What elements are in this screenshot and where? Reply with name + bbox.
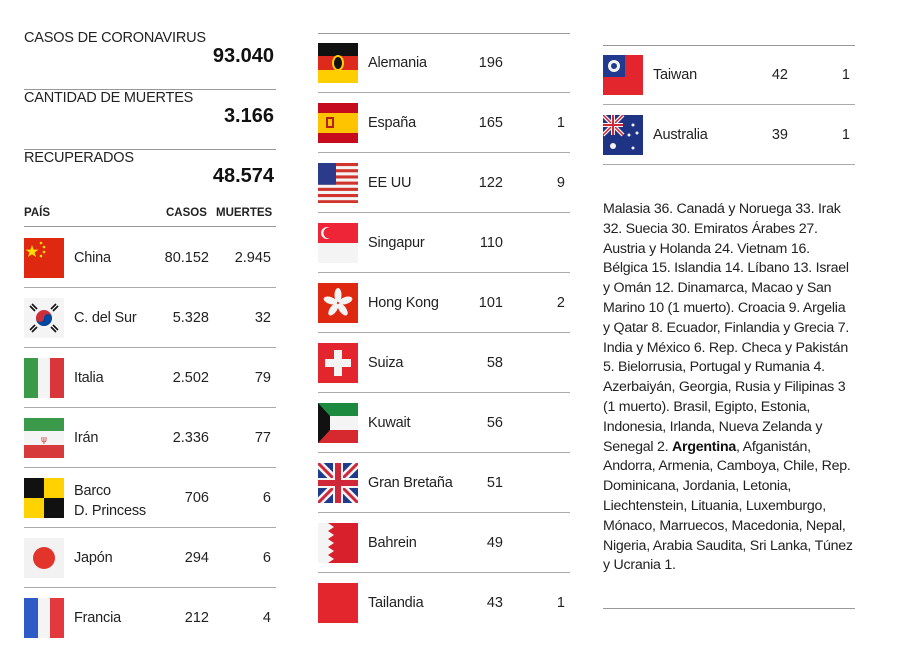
deaths-value: 1 bbox=[841, 127, 850, 143]
cases-value: 56 bbox=[486, 415, 503, 431]
table-header bbox=[24, 207, 276, 227]
usa-flag-icon bbox=[318, 163, 358, 203]
australia-flag-icon bbox=[603, 115, 643, 155]
cases-value: 58 bbox=[486, 355, 503, 371]
cases-value: 2.502 bbox=[172, 370, 209, 386]
table-row bbox=[318, 93, 570, 153]
deaths-value: 1 bbox=[556, 595, 565, 611]
deaths-value: 4 bbox=[262, 610, 271, 626]
header-country: PAÍS bbox=[24, 207, 50, 219]
table-row bbox=[318, 393, 570, 453]
japan-flag-icon bbox=[24, 538, 64, 578]
uk-flag-icon bbox=[318, 463, 358, 503]
total-deaths-label: CANTIDAD DE MUERTES bbox=[24, 90, 194, 106]
country-name: Taiwan bbox=[653, 67, 697, 83]
deaths-value: 1 bbox=[841, 67, 850, 83]
country-name: Hong Kong bbox=[368, 295, 439, 311]
italy-flag-icon bbox=[24, 358, 64, 398]
germany-flag-icon bbox=[318, 43, 358, 83]
country-name bbox=[74, 481, 146, 521]
country-name: Bahrein bbox=[368, 535, 417, 551]
total-cases-label: CASOS DE CORONAVIRUS bbox=[24, 30, 206, 46]
country-name: España bbox=[368, 115, 416, 131]
cases-value: 706 bbox=[184, 490, 209, 506]
iran-flag-icon bbox=[24, 418, 64, 458]
svg-text:ψ: ψ bbox=[41, 435, 47, 445]
country-name: Singapur bbox=[368, 235, 425, 251]
country-name: Japón bbox=[74, 550, 113, 566]
other-countries-part1: Malasia 36. Canadá y Noruega 33. Irak 32. Suecia 30. Emiratos Árabes 27. Austria y Holanda 24. Vietnam 16. Bélgica 15. Islandia 14. Líbano 13. Israel y Omán 12. Dinamarca, Macao y San Marino 10 (1 muerto). Croacia 9. Argelia y Qatar 8. Ecuador, Finlandia y Grecia 7. India y México 6. Rep. Checa y Pakistán 5. Bielorrusia, Portugal y Rumania 4. Azerbaiyán, Georgia, Rusia y Filipinas 3 (1 muerto). Brasil, Egipto, Estonia, Indonesia, Irlanda, Nueva Zelanda y Senegal 2. bbox=[603, 201, 850, 455]
country-name: Italia bbox=[74, 370, 104, 386]
recovered-block bbox=[24, 150, 276, 190]
table-row bbox=[24, 288, 276, 348]
deaths-value: 2 bbox=[556, 295, 565, 311]
cases-value: 43 bbox=[486, 595, 503, 611]
cases-value: 5.328 bbox=[172, 310, 209, 326]
cases-value: 101 bbox=[478, 295, 503, 311]
argentina-highlight: Argentina bbox=[672, 438, 737, 455]
table-row bbox=[318, 453, 570, 513]
country-name: Kuwait bbox=[368, 415, 411, 431]
country-name: C. del Sur bbox=[74, 310, 137, 326]
deaths-value: 77 bbox=[254, 430, 271, 446]
table-row bbox=[318, 153, 570, 213]
bottom-divider bbox=[603, 608, 855, 609]
table-row bbox=[24, 528, 276, 588]
recovered-label: RECUPERADOS bbox=[24, 150, 134, 166]
deaths-value: 79 bbox=[254, 370, 271, 386]
table-row bbox=[318, 333, 570, 393]
country-name: Alemania bbox=[368, 55, 427, 71]
kuwait-flag-icon bbox=[318, 403, 358, 443]
deaths-value: 6 bbox=[262, 550, 271, 566]
cases-value: 110 bbox=[479, 235, 503, 251]
deaths-value: 2.945 bbox=[234, 250, 271, 266]
table-row bbox=[318, 213, 570, 273]
total-deaths-value: 3.166 bbox=[223, 105, 274, 127]
country-name: Tailandia bbox=[368, 595, 424, 611]
country-name-line2: D. Princess bbox=[74, 503, 146, 519]
deaths-value: 6 bbox=[262, 490, 271, 506]
cases-value: 2.336 bbox=[172, 430, 209, 446]
other-countries-text bbox=[603, 200, 855, 576]
country-name: Gran Bretaña bbox=[368, 475, 453, 491]
cases-value: 196 bbox=[478, 55, 503, 71]
cases-value: 212 bbox=[184, 610, 209, 626]
hong-kong-flag-icon bbox=[318, 283, 358, 323]
total-deaths-block bbox=[24, 90, 276, 150]
cases-value: 80.152 bbox=[164, 250, 209, 266]
switzerland-flag-icon bbox=[318, 343, 358, 383]
country-name: Australia bbox=[653, 127, 708, 143]
table-row bbox=[24, 588, 276, 648]
cases-value: 165 bbox=[478, 115, 503, 131]
total-cases-value: 93.040 bbox=[212, 45, 274, 67]
france-flag-icon bbox=[24, 598, 64, 638]
table-row bbox=[24, 408, 276, 468]
china-flag-icon bbox=[24, 238, 64, 278]
country-name: Irán bbox=[74, 430, 99, 446]
cases-value: 42 bbox=[771, 67, 788, 83]
thailand-flag-icon bbox=[318, 583, 358, 623]
cases-value: 51 bbox=[486, 475, 503, 491]
spain-flag-icon bbox=[318, 103, 358, 143]
table-row bbox=[24, 228, 276, 288]
deaths-value: 9 bbox=[556, 175, 565, 191]
country-name: Francia bbox=[74, 610, 121, 626]
country-name: Suiza bbox=[368, 355, 404, 371]
country-name-line1: Barco bbox=[74, 483, 111, 499]
table-row bbox=[603, 45, 855, 105]
cases-value: 49 bbox=[486, 535, 503, 551]
deaths-value: 1 bbox=[556, 115, 565, 131]
table-row bbox=[603, 105, 855, 165]
header-cases: CASOS bbox=[166, 207, 207, 219]
header-deaths: MUERTES bbox=[216, 207, 273, 219]
ship-flag-icon bbox=[24, 478, 64, 518]
singapore-flag-icon bbox=[318, 223, 358, 263]
bahrain-flag-icon bbox=[318, 523, 358, 563]
country-name: EE UU bbox=[368, 175, 412, 191]
table-row bbox=[24, 468, 276, 528]
table-row bbox=[24, 348, 276, 408]
south-korea-flag-icon bbox=[24, 298, 64, 338]
country-name: China bbox=[74, 250, 111, 266]
taiwan-flag-icon bbox=[603, 55, 643, 95]
cases-value: 294 bbox=[184, 550, 209, 566]
deaths-value: 32 bbox=[254, 310, 271, 326]
table-row bbox=[318, 273, 570, 333]
table-row bbox=[318, 33, 570, 93]
total-cases-block bbox=[24, 30, 276, 90]
table-row bbox=[318, 513, 570, 573]
cases-value: 39 bbox=[771, 127, 788, 143]
recovered-value: 48.574 bbox=[212, 165, 274, 187]
cases-value: 122 bbox=[478, 175, 503, 191]
table-row bbox=[318, 573, 570, 633]
other-countries-part2: , Afganistán, Andorra, Armenia, Camboya, Chile, Rep. Dominicana, Jordania, Letonia, Liechtenstein, Lituania, Luxemburgo, Mónaco, Marruecos, Macedonia, Nepal, Nigeria, Arabia Saudita, Sri Lanka, Túnez y Ucrania 1. bbox=[603, 438, 853, 574]
